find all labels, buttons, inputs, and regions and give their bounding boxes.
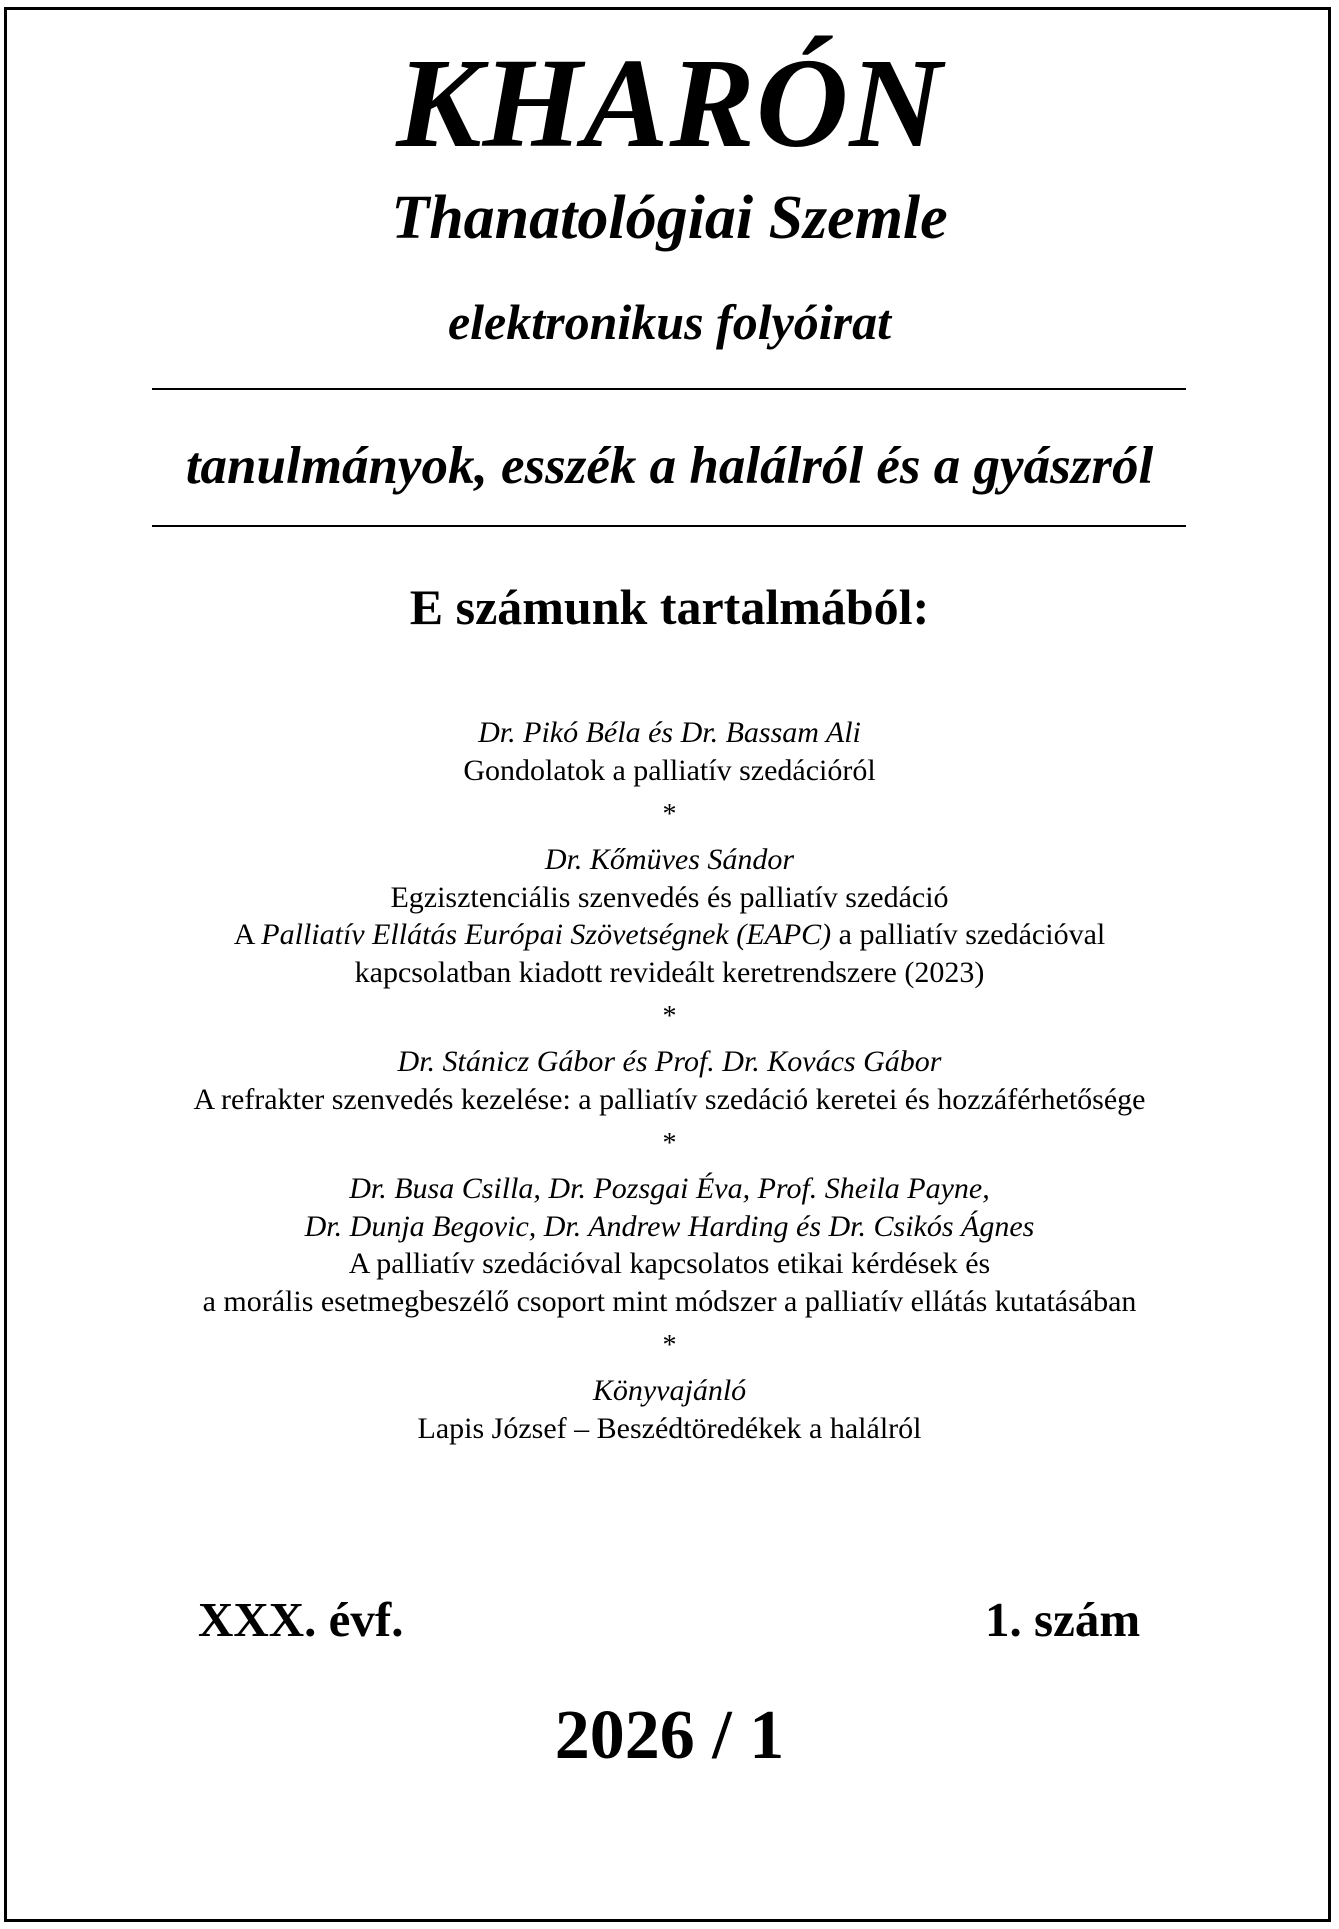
contents-heading: E számunk tartalmából:: [409, 579, 930, 635]
toc-authors: Dr. Busa Csilla, Dr. Pozsgai Éva, Prof. Sheila Payne,: [349, 1172, 990, 1205]
table-of-contents: [0, 714, 1339, 1447]
toc-title: A refrakter szenvedés kezelése: a palliatív szedáció keretei és hozzáférhetősége: [193, 1082, 1146, 1116]
divider-bottom: [152, 525, 1186, 527]
toc-title-prefix: A: [233, 918, 262, 951]
toc-title-suffix: a palliatív szedációval: [831, 918, 1106, 951]
toc-separator: *: [662, 1001, 677, 1032]
volume-label: XXX. évf.: [198, 1592, 404, 1647]
toc-authors: Dr. Kőmüves Sándor: [544, 843, 795, 876]
toc-separator: *: [662, 1330, 677, 1361]
year-issue: 2026 / 1: [554, 1697, 785, 1774]
toc-authors-line: Dr. Dunja Begovic, Dr. Andrew Harding és Dr. Csikós Ágnes: [304, 1209, 1035, 1243]
toc-separator: *: [662, 1128, 677, 1159]
toc-authors: Dr. Pikó Béla és Dr. Bassam Ali: [478, 716, 861, 749]
toc-separator: *: [662, 799, 677, 830]
journal-tagline: tanulmányok, esszék a halálról és a gyászról: [185, 437, 1154, 495]
issue-label: 1. szám: [985, 1592, 1141, 1647]
toc-title-emphasis: Palliatív Ellátás Európai Szövetségnek (EAPC): [261, 918, 832, 951]
toc-entry: [0, 1043, 1339, 1118]
toc-title: Gondolatok a palliatív szedációról: [463, 753, 876, 787]
toc-entry: [0, 1170, 1339, 1320]
toc-authors: Dr. Stánicz Gábor és Prof. Dr. Kovács Gábor: [397, 1045, 942, 1078]
journal-title: KHARÓN: [396, 32, 943, 174]
journal-subtitle: Thanatológiai Szemle: [391, 184, 948, 252]
toc-title: Lapis József – Beszédtöredékek a halálról: [417, 1411, 922, 1445]
toc-title: Egzisztenciális szenvedés és palliatív szedáció: [390, 880, 949, 914]
toc-entry: [0, 714, 1339, 789]
toc-title-line: kapcsolatban kiadott revideált keretrendszere (2023): [354, 955, 985, 989]
toc-entry: [0, 1372, 1339, 1447]
toc-section-label: Könyvajánló: [592, 1374, 747, 1407]
divider-top: [152, 388, 1186, 390]
toc-title-line: a morális esetmegbeszélő csoport mint módszer a palliatív ellátás kutatásában: [202, 1284, 1137, 1318]
toc-title-line: [0, 916, 1339, 954]
journal-type: elektronikus folyóirat: [447, 294, 892, 350]
toc-entry: [0, 841, 1339, 991]
toc-title: A palliatív szedációval kapcsolatos etikai kérdések és: [348, 1247, 991, 1280]
